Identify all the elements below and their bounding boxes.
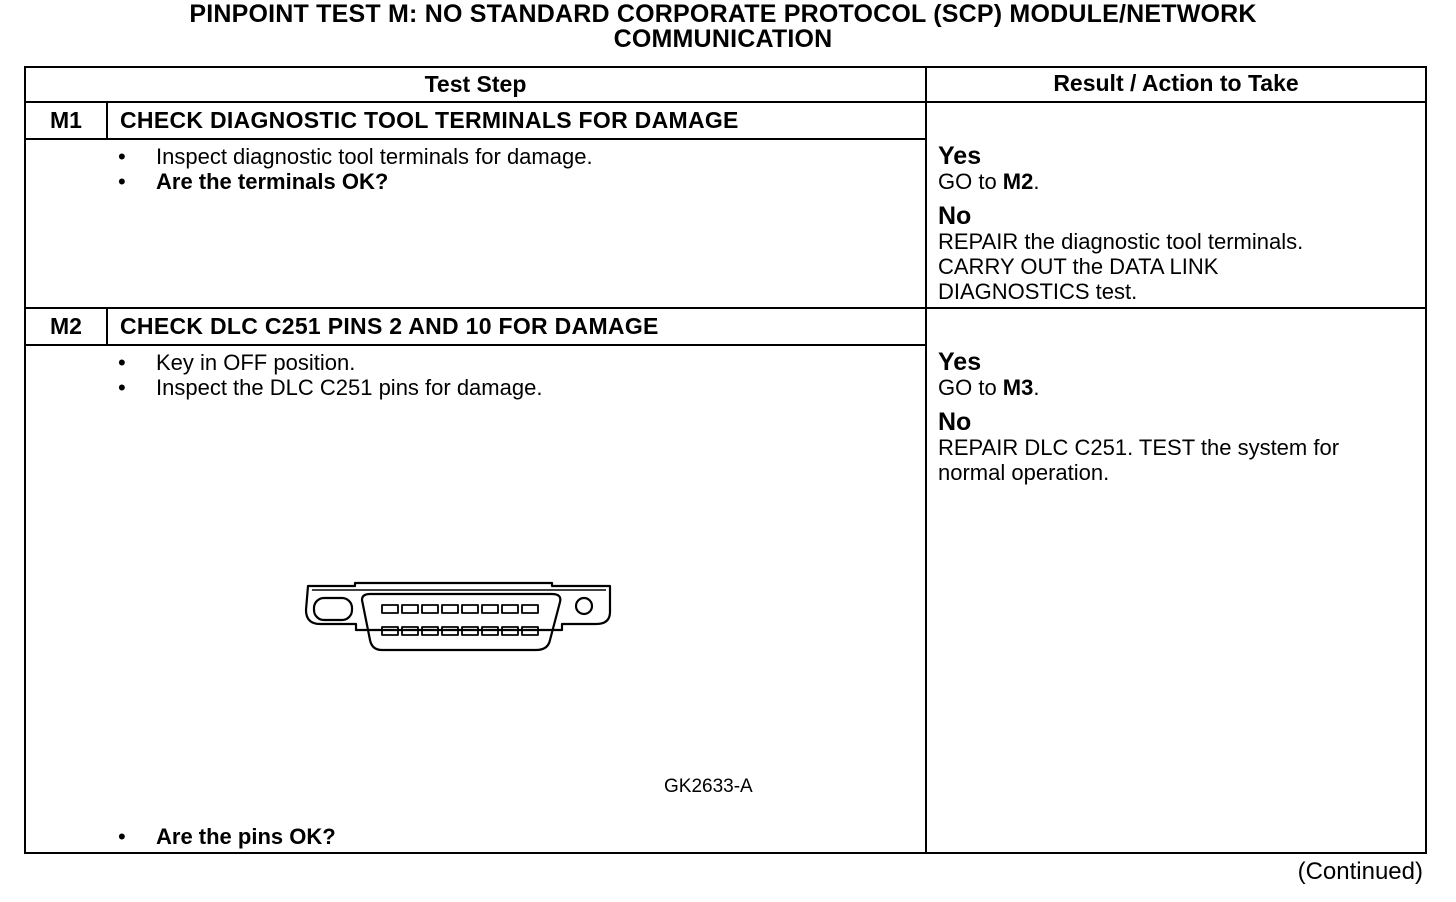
title-line-1: PINPOINT TEST M: NO STANDARD CORPORATE PROTOCOL (SCP) MODULE/NETWORK [189,0,1257,28]
connector-housing [362,594,560,650]
header-rule [24,101,1427,103]
bullet-text: Are the terminals OK? [156,169,389,194]
no-action-line: REPAIR DLC C251. TEST the system for [938,435,1340,460]
no-action-line: normal operation. [938,460,1110,485]
no-action-line: CARRY OUT the DATA LINK [938,254,1219,279]
goto-target-m2: M2 [1002,169,1034,194]
yes-label: Yes [938,142,982,170]
continued-note: (Continued) [1297,858,1423,885]
title-line-2: COMMUNICATION [613,25,833,53]
m1-yes [938,143,1039,194]
yes-action: GO to M2. [938,169,1040,194]
m1-bottom-rule [24,307,1427,309]
m1-no [938,203,1303,304]
bullet-icon: • [118,375,126,400]
connector-latch [314,598,352,620]
header-test-step: Test Step [424,71,527,97]
figure-id: GK2633-A [664,776,753,797]
no-label: No [938,408,972,436]
connector-mount-hole [576,598,592,614]
bullet-icon: • [118,144,126,169]
step-title-m2: CHECK DLC C251 PINS 2 AND 10 FOR DAMAGE [120,313,659,339]
bullet-text: Are the pins OK? [156,824,336,849]
m2-title-rule [24,344,927,346]
no-action-line: REPAIR the diagnostic tool terminals. [938,229,1304,254]
page-title [0,2,1446,52]
yes-action: GO to M3. [938,375,1040,400]
bullet-text: Key in OFF position. [156,350,356,375]
m2-yes [938,349,1039,400]
goto-target-m3: M3 [1002,375,1034,400]
bullet-icon: • [118,350,126,375]
step-id-m2: M2 [50,313,82,339]
pin-row-top [382,605,538,613]
step-id-m1: M1 [50,107,82,133]
m2-no [938,409,1339,485]
bullet-text: Inspect diagnostic tool terminals for damage. [156,144,593,169]
m1-id-divider [106,101,108,139]
m1-title-rule [24,138,927,140]
header-result-action: Result / Action to Take [1053,70,1299,96]
yes-label: Yes [938,348,982,376]
bullet-icon: • [118,169,126,194]
no-action-line: DIAGNOSTICS test. [938,279,1138,304]
m2-id-divider [106,307,108,345]
dlc-connector-diagram [300,578,620,658]
bullet-icon: • [118,824,126,849]
bullet-text: Inspect the DLC C251 pins for damage. [156,375,543,400]
step-title-m1: CHECK DIAGNOSTIC TOOL TERMINALS FOR DAMAGE [120,107,739,133]
no-label: No [938,202,972,230]
column-divider [925,66,927,854]
